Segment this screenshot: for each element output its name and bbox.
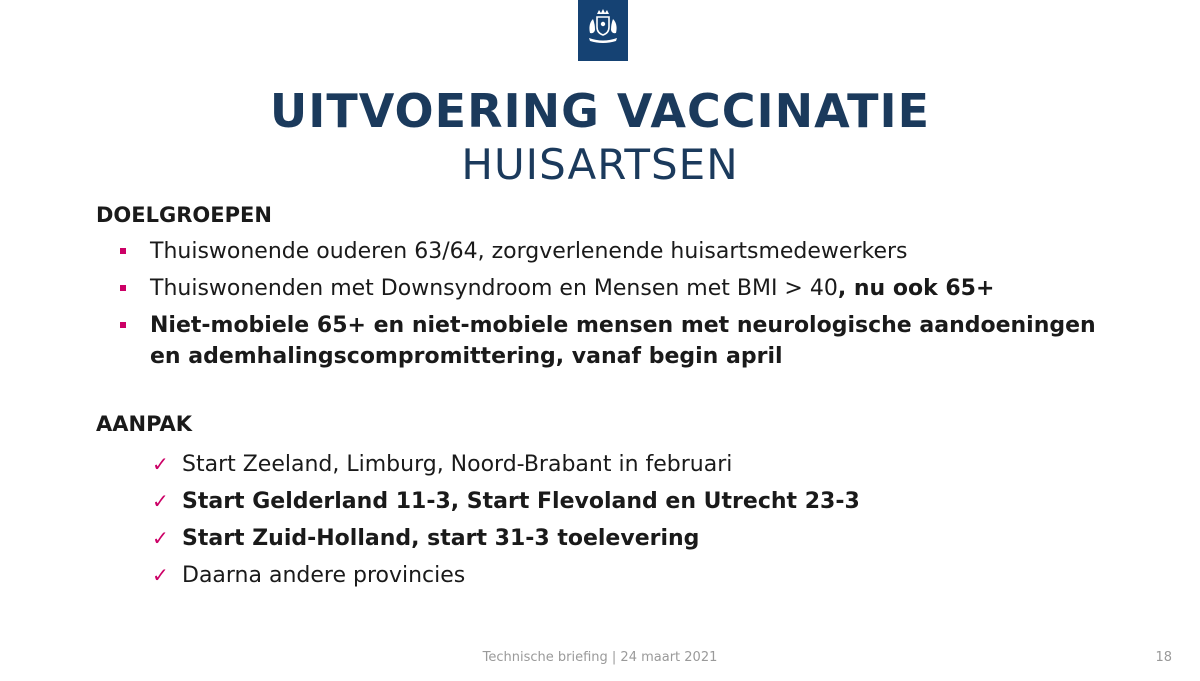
item-text-bold: , nu ook 65+ xyxy=(837,276,995,301)
checkmark-icon: ✓ xyxy=(152,526,169,550)
item-text: Daarna andere provincies xyxy=(182,563,466,588)
coat-of-arms-icon xyxy=(578,0,628,61)
list-item xyxy=(152,523,1052,554)
checkmark-icon: ✓ xyxy=(152,563,169,587)
aanpak-heading: AANPAK xyxy=(96,412,193,436)
item-text: Start Zuid-Holland, start 31-3 toelevering xyxy=(182,526,700,551)
list-item xyxy=(152,449,1052,480)
list-item xyxy=(152,560,1052,591)
item-text: Thuiswonenden met Downsyndroom en Mensen met BMI > 40 xyxy=(150,276,838,301)
list-item xyxy=(118,236,1118,267)
square-bullet-icon xyxy=(120,285,126,291)
doelgroepen-heading: DOELGROEPEN xyxy=(96,203,272,227)
checkmark-icon: ✓ xyxy=(152,452,169,476)
checkmark-icon: ✓ xyxy=(152,489,169,513)
list-item xyxy=(118,273,1118,304)
item-text: Start Gelderland 11-3, Start Flevoland en Utrecht 23-3 xyxy=(182,489,860,514)
item-text: Start Zeeland, Limburg, Noord-Brabant in februari xyxy=(182,452,733,477)
square-bullet-icon xyxy=(120,322,126,328)
item-text: Thuiswonende ouderen 63/64, zorgverlenende huisartsmedewerkers xyxy=(150,239,908,264)
logo xyxy=(578,0,628,61)
list-item xyxy=(118,310,1118,372)
page-number: 18 xyxy=(1155,650,1172,665)
square-bullet-icon xyxy=(120,248,126,254)
doelgroepen-list xyxy=(118,236,1118,378)
item-text-bold: Niet-mobiele 65+ en niet-mobiele mensen met neurologische aandoeningen en ademhalingscompromittering, vanaf begin april xyxy=(150,313,1096,369)
list-item xyxy=(152,486,1052,517)
page-title: UITVOERING VACCINATIE xyxy=(269,84,931,138)
footer-text: Technische briefing | 24 maart 2021 xyxy=(482,650,718,665)
page-subtitle: HUISARTSEN xyxy=(461,140,739,189)
aanpak-list xyxy=(152,449,1052,597)
